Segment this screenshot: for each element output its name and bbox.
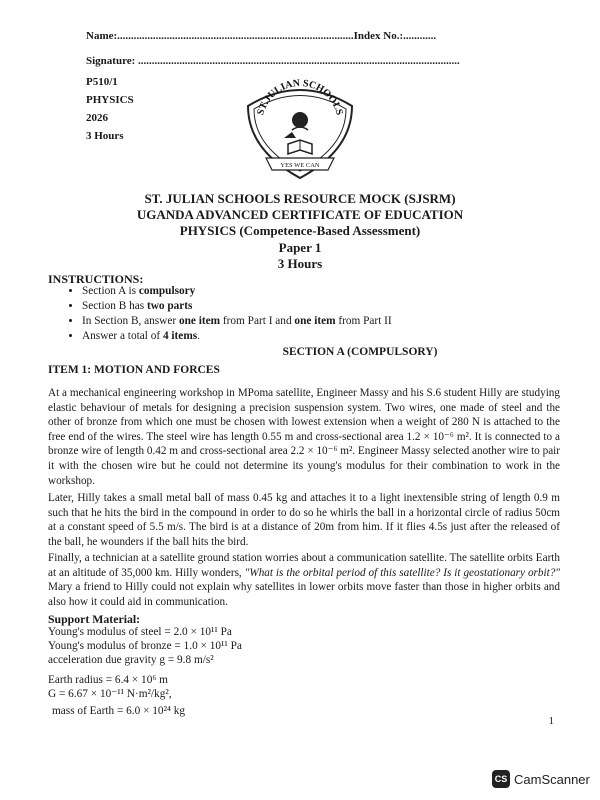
paragraph-wires: At a mechanical engineering workshop in MPoma satellite, Engineer Massy and his S.6 student Hilly are studying elastic behaviour of metals for designing a precision suspension system. Two wires, one made of steel and the other of bronze from which one must be chosen with lowest extension when a weight of 280 N is attached to the free end of the wires. The steel wire has length 0.55 m and cross-sectional area 1.2 × 10⁻⁶ m². It is connected to a bronze wire of length 0.42 m and cross-sectional area 2.2 × 10⁻⁶ m². Engineer Massy selected another wire to pair it with the chosen wire but he could not determine its young's modulus for their combination to work in the workshop. <box>48 387 560 487</box>
sun-icon <box>292 112 308 128</box>
paragraph-satellite: Finally, a technician at a satellite ground station worries about a communication satellite. The satellite orbits Earth at an altitude of 35,000 km. Hilly wonders, "What is the orbital period of this satellite? Is it geostationary orbit?" Mary a friend to Hilly could not explain why satellites in lower orbits move faster than those in higher orbits and also how it could aid in communication. <box>48 552 560 608</box>
support-line: Earth radius = 6.4 × 10⁶ m <box>48 674 168 686</box>
instruction-item: • In Section B, answer one item from Part I and one item from Part II <box>82 314 562 329</box>
support-line: Young's modulus of bronze = 1.0 × 10¹¹ Pa <box>48 640 242 652</box>
page-number: 1 <box>548 715 554 727</box>
signature-field-line: Signature: ..................................................................................................................... <box>86 55 460 67</box>
year-label: 2026 <box>86 112 108 124</box>
section-a-heading: SECTION A (COMPULSORY) <box>282 346 438 358</box>
paper-code: P510/1 <box>86 76 118 88</box>
support-line: G = 6.67 × 10⁻¹¹ N·m²/kg², <box>48 688 172 700</box>
duration-label: 3 Hours <box>86 130 124 142</box>
instruction-item: • Section B has two parts <box>82 299 562 314</box>
subject-label: PHYSICS <box>86 94 134 106</box>
support-material-heading: Support Material: <box>48 612 141 626</box>
paragraph-ball: Later, Hilly takes a small metal ball of mass 0.45 kg and attaches it to a light inextensible string of length 0.9 m such that he hits the bird in the compound in order to do so he whirls the ball in a horizontal circle of radius 50cm at a constant speed of 5.5 m/s. The bird is at a distance of 20m from him. If it flies 4.5s just after the released of the ball, he wounders if the ball hits the bird. <box>48 492 560 548</box>
instructions-list <box>62 284 562 344</box>
support-line: Young's modulus of steel = 2.0 × 10¹¹ Pa <box>48 626 232 638</box>
support-line: acceleration due gravity g = 9.8 m/s² <box>48 654 214 666</box>
exam-title-line4: Paper 1 <box>278 240 322 255</box>
item-1-heading: ITEM 1: MOTION AND FORCES <box>48 364 220 376</box>
logo-motto: YES WE CAN <box>280 162 320 169</box>
exam-title-line3: PHYSICS (Competence-Based Assessment) <box>179 223 421 238</box>
camscanner-watermark <box>492 770 590 788</box>
exam-title-line2: UGANDA ADVANCED CERTIFICATE OF EDUCATION <box>136 207 464 222</box>
camscanner-icon: CS <box>492 770 510 788</box>
school-crest-logo <box>240 78 360 186</box>
exam-title-line1: ST. JULIAN SCHOOLS RESOURCE MOCK (SJSRM) <box>144 191 456 206</box>
camscanner-label: CamScanner <box>514 771 590 787</box>
exam-title-line5: 3 Hours <box>277 256 323 271</box>
instruction-item: • Section A is compulsory <box>82 284 562 299</box>
instruction-item: • Answer a total of 4 items. <box>82 329 562 344</box>
logo-school-name: ST.JULIAN SCHOOLS <box>255 78 345 117</box>
name-field-line: Name:......................................................................................Index No.:............ <box>86 30 437 42</box>
support-line: mass of Earth = 6.0 × 10²⁴ kg <box>52 705 186 717</box>
instructions-heading: INSTRUCTIONS: <box>48 272 144 286</box>
